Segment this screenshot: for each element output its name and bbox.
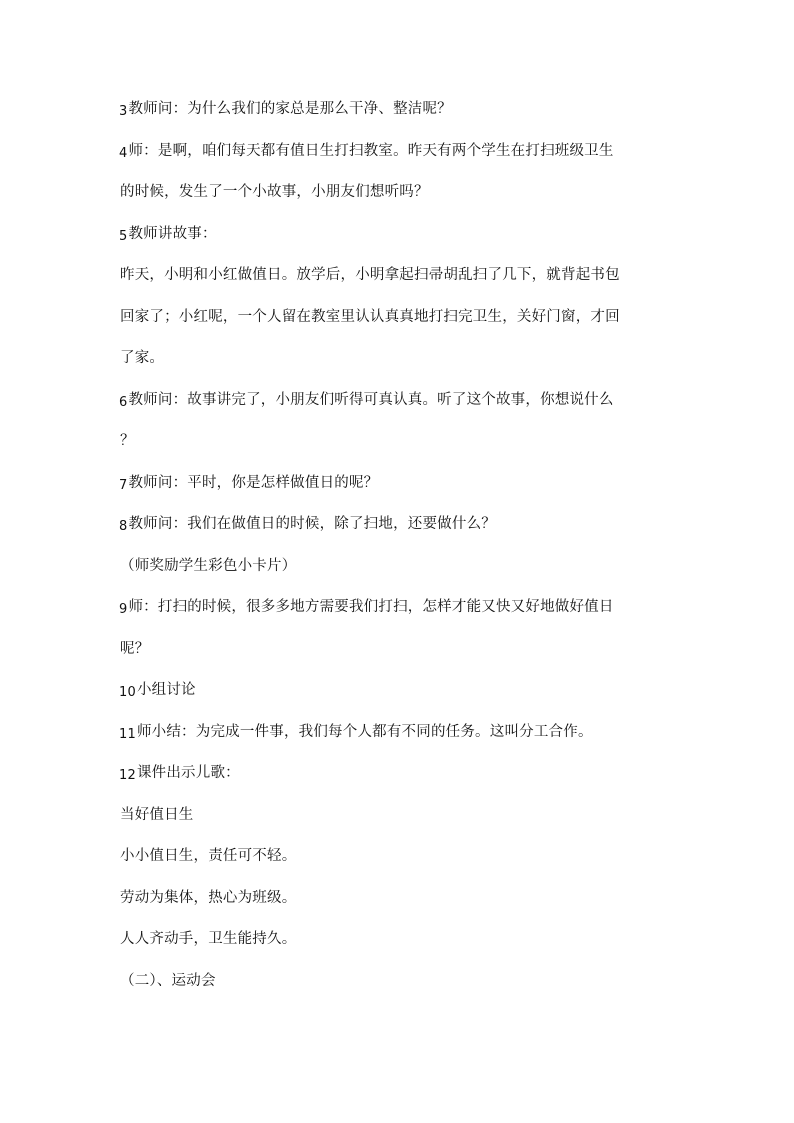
document-line — [119, 680, 679, 701]
document-line — [119, 888, 679, 909]
line-text: 小小值日生，责任可不轻。 — [120, 848, 297, 864]
line-text: 回家了；小红呢，一个人留在教室里认认真真地打扫完卫生，关好门窗，才回 — [120, 309, 620, 325]
line-text: 呢？ — [120, 641, 150, 657]
item-number: 4 — [119, 146, 128, 161]
line-text: （二）、运动会 — [120, 973, 216, 989]
line-text: 师小结：为完成一件事，我们每个人都有不同的任务。这叫分工合作。 — [136, 724, 593, 740]
document-line — [119, 722, 679, 743]
line-text: 当好值日生 — [120, 807, 194, 823]
line-text: 小组讨论 — [136, 682, 196, 698]
item-number: 10 — [119, 685, 136, 700]
item-number: 9 — [119, 602, 128, 617]
document-line — [119, 431, 679, 452]
document-line — [119, 307, 679, 328]
item-number: 7 — [119, 478, 128, 493]
item-number: 8 — [119, 519, 128, 534]
line-text: 师：是啊，咱们每天都有值日生打扫教室。昨天有两个学生在打扫班级卫生 — [128, 143, 614, 159]
document-line — [119, 556, 679, 577]
document-line — [119, 182, 679, 203]
document-line — [119, 348, 679, 369]
line-text: 劳动为集体，热心为班级。 — [120, 890, 297, 906]
document-line — [119, 224, 679, 245]
document-line — [119, 265, 679, 286]
line-text: ？ — [120, 433, 135, 449]
line-text: 师：打扫的时候，很多多地方需要我们打扫，怎样才能又快又好地做好值日 — [128, 599, 614, 615]
document-line — [119, 846, 679, 867]
item-number: 6 — [119, 395, 128, 410]
document-line — [119, 141, 679, 162]
document-line — [119, 763, 679, 784]
line-text: 教师问：为什么我们的家总是那么干净、整洁呢？ — [128, 101, 452, 117]
line-text: 的时候，发生了一个小故事，小朋友们想听吗？ — [120, 184, 429, 200]
line-text: 教师问：平时，你是怎样做值日的呢？ — [128, 475, 379, 491]
line-text: 了家。 — [120, 350, 165, 366]
document-line — [119, 514, 679, 535]
item-number: 5 — [119, 229, 128, 244]
document-line — [119, 971, 679, 992]
line-text: 人人齐动手，卫生能持久。 — [120, 931, 297, 947]
document-line — [119, 597, 679, 618]
document-line — [119, 390, 679, 411]
document-line — [119, 805, 679, 826]
item-number: 3 — [119, 104, 128, 119]
document-line — [119, 929, 679, 950]
line-text: 教师问：故事讲完了，小朋友们听得可真认真。听了这个故事，你想说什么 — [128, 392, 614, 408]
document-line — [119, 99, 679, 120]
document-line — [119, 639, 679, 660]
line-text: （师奖励学生彩色小卡片） — [120, 558, 297, 574]
item-number: 12 — [119, 768, 136, 783]
line-text: 课件出示儿歌： — [136, 765, 240, 781]
item-number: 11 — [119, 727, 136, 742]
line-text: 昨天，小明和小红做值日。放学后，小明拿起扫帚胡乱扫了几下，就背起书包 — [120, 267, 620, 283]
document-line — [119, 473, 679, 494]
line-text: 教师讲故事： — [128, 226, 217, 242]
line-text: 教师问：我们在做值日的时候，除了扫地，还要做什么？ — [128, 516, 496, 532]
